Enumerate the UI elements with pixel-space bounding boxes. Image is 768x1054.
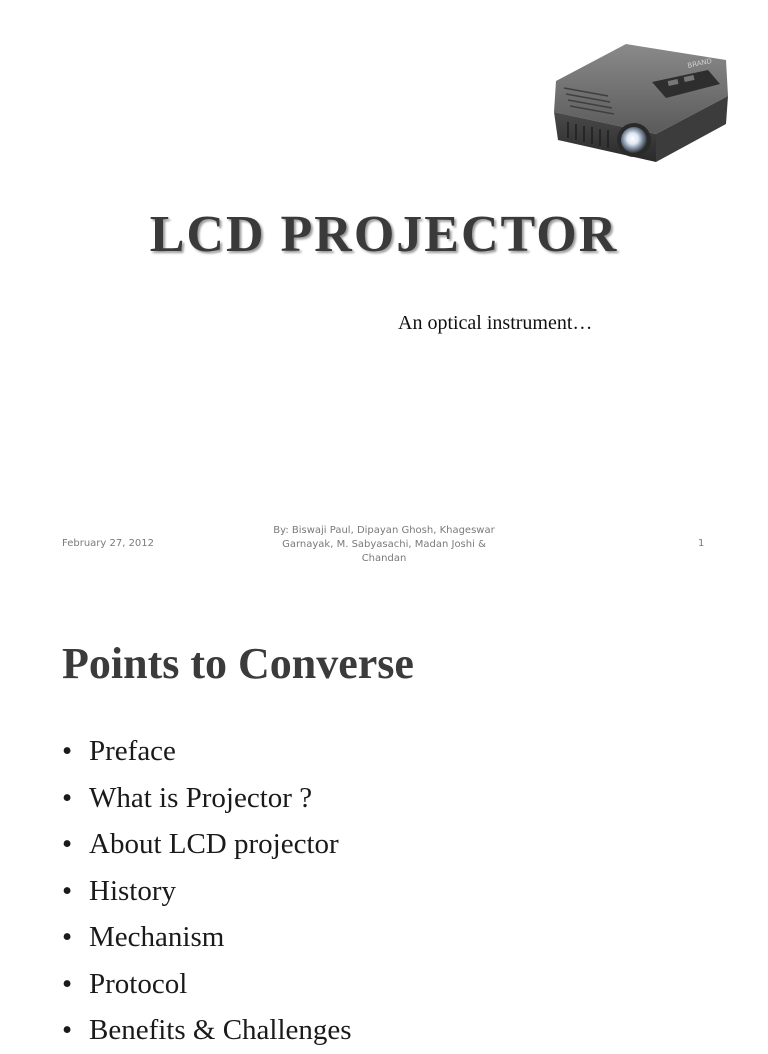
footer-authors bbox=[260, 524, 508, 566]
list-item-label: Mechanism bbox=[89, 921, 225, 953]
footer-date: February 27, 2012 bbox=[62, 538, 155, 549]
footer-authors-line: Chandan bbox=[361, 553, 407, 564]
projector-icon bbox=[548, 26, 734, 176]
list-item bbox=[62, 1007, 352, 1054]
bullet-icon: • bbox=[62, 967, 73, 1000]
list-item bbox=[62, 821, 352, 868]
agenda-title: Points to Converse bbox=[62, 639, 414, 688]
agenda-list bbox=[62, 728, 352, 1054]
list-item-label: Benefits & Challenges bbox=[89, 1014, 352, 1046]
bullet-icon: • bbox=[62, 735, 73, 767]
footer-authors-line: By: Biswaji Paul, Dipayan Ghosh, Khageswar bbox=[273, 525, 495, 536]
list-item bbox=[62, 775, 352, 822]
page-number: 1 bbox=[698, 538, 705, 549]
list-item-label: Protocol bbox=[89, 967, 188, 1000]
footer-authors-line: Garnayak, M. Sabyasachi, Madan Joshi & bbox=[282, 539, 486, 550]
list-item-label: History bbox=[89, 874, 176, 907]
projector-image bbox=[548, 26, 734, 176]
bullet-icon: • bbox=[62, 781, 73, 814]
slide-title: LCD PROJECTOR bbox=[149, 206, 619, 263]
list-item bbox=[62, 728, 352, 775]
list-item bbox=[62, 868, 352, 915]
list-item-label: Preface bbox=[89, 735, 176, 767]
list-item-label: What is Projector ? bbox=[89, 781, 313, 814]
list-item bbox=[62, 961, 352, 1008]
list-item-label: About LCD projector bbox=[89, 828, 339, 860]
agenda-slide bbox=[0, 590, 768, 1046]
svg-text:BRAND: BRAND bbox=[686, 56, 713, 70]
bullet-icon: • bbox=[62, 828, 73, 860]
slide-subtitle: An optical instrument… bbox=[398, 312, 593, 334]
bullet-icon: • bbox=[62, 1014, 73, 1046]
list-item bbox=[62, 914, 352, 961]
bullet-icon: • bbox=[62, 921, 73, 953]
bullet-icon: • bbox=[62, 874, 73, 907]
